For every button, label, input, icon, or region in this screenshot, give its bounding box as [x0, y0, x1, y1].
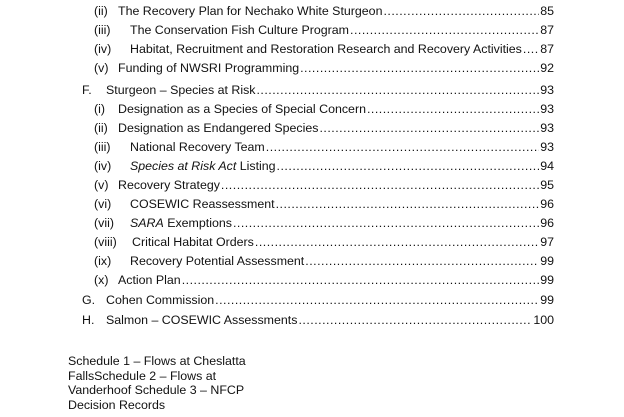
toc-entry-number: (v)	[94, 178, 109, 192]
toc-entry-page: 87	[540, 23, 554, 37]
toc-entry-title: Designation as a Species of Special Concern	[118, 102, 366, 116]
schedule-line: Decision Records	[68, 397, 166, 412]
toc-entry-number: H.	[82, 313, 95, 327]
toc-entry-page: 96	[540, 216, 554, 230]
toc-entry[interactable]	[94, 157, 554, 175]
toc-entry-title-rest: Exemptions	[163, 216, 232, 230]
toc-entry-number: (iv)	[94, 42, 112, 56]
toc-entry-page: 92	[540, 61, 554, 75]
toc-entry-number: (v)	[94, 61, 109, 75]
toc-entry-number: (vi)	[94, 197, 112, 211]
toc-entry-title: Sturgeon – Species at Risk	[106, 83, 256, 97]
dot-leader	[256, 81, 539, 99]
toc-entry-title: Critical Habitat Orders	[132, 235, 254, 249]
toc-entry-title: Funding of NWSRI Programming	[118, 61, 300, 75]
toc-entry-title-italic: SARA	[130, 216, 164, 230]
dot-leader	[266, 138, 539, 156]
toc-entry-title	[130, 214, 232, 232]
toc-entry-page: 95	[540, 178, 554, 192]
toc-entry-title: Recovery Potential Assessment	[130, 254, 305, 268]
toc-entry-title: Cohen Commission	[106, 293, 215, 307]
toc-entry-page: 99	[540, 273, 554, 287]
dot-leader	[300, 59, 539, 77]
toc-entry-number: G.	[82, 293, 96, 307]
dot-leader	[276, 195, 540, 213]
toc-entry-number: (iii)	[94, 140, 111, 154]
toc-entry-page: 96	[540, 197, 554, 211]
toc-entry[interactable]	[94, 271, 554, 289]
schedule-line: Vanderhoof Schedule 3 – NFCP	[68, 383, 245, 397]
toc-entry-page: 93	[540, 102, 554, 116]
dot-leader	[215, 291, 539, 309]
toc-entry-title: Recovery Strategy	[118, 178, 220, 192]
toc-entry[interactable]	[94, 214, 554, 232]
dot-leader	[182, 271, 540, 289]
toc-entry-number: (ix)	[94, 254, 112, 268]
toc-entry[interactable]	[94, 2, 554, 20]
toc-entry-number: F.	[82, 83, 92, 97]
toc-entry-number: (viii)	[94, 235, 117, 249]
dot-leader	[255, 233, 539, 251]
toc-entry[interactable]	[94, 176, 554, 194]
dot-leader	[319, 119, 539, 137]
toc-entry-page: 94	[540, 159, 554, 173]
toc-entry-title: Action Plan	[118, 273, 181, 287]
dot-leader	[350, 21, 539, 39]
toc-entry-number: (iii)	[94, 23, 111, 37]
toc-entry[interactable]	[94, 100, 554, 118]
toc-entry-title	[130, 157, 276, 175]
toc-entry-title: Salmon – COSEWIC Assessments	[106, 313, 298, 327]
toc-entry-number: (iv)	[94, 159, 112, 173]
toc-entry-page: 93	[540, 83, 554, 97]
toc-entry-title: National Recovery Team	[130, 140, 265, 154]
toc-entry-number: (i)	[94, 102, 106, 116]
toc-entry[interactable]	[82, 311, 554, 329]
toc-entry[interactable]	[94, 59, 554, 77]
toc-entry-page: 100	[533, 313, 554, 327]
toc-entry[interactable]	[94, 195, 554, 213]
toc-entry-number: (ii)	[94, 121, 108, 135]
toc-entry[interactable]	[94, 21, 554, 39]
toc-entry[interactable]	[94, 233, 554, 251]
toc-entry-page: 93	[540, 140, 554, 154]
schedule-line: FallsSchedule 2 – Flows at	[68, 368, 217, 383]
toc-entry-page: 87	[540, 42, 554, 56]
toc-entry-title-italic: Species at Risk Act	[130, 159, 237, 173]
dot-leader	[305, 252, 539, 270]
dot-leader	[277, 157, 540, 175]
toc-entry-title-rest: Listing	[236, 159, 276, 173]
toc-entry[interactable]	[82, 81, 554, 99]
toc-entry-page: 97	[540, 235, 554, 249]
dot-leader	[367, 100, 539, 118]
toc-entry[interactable]	[94, 119, 554, 137]
toc-entry-title: The Conservation Fish Culture Program	[130, 23, 349, 37]
toc-entry-page: 99	[540, 293, 554, 307]
toc-entry-number: (vii)	[94, 216, 114, 230]
toc-entry-page: 99	[540, 254, 554, 268]
schedules-list	[68, 354, 268, 412]
dot-leader	[221, 176, 539, 194]
toc-entry-title: Habitat, Recruitment and Restoration Research and Recovery Activities	[130, 42, 522, 56]
toc-entry-page: 85	[540, 4, 554, 18]
schedule-line: Schedule 1 – Flows at Cheslatta	[68, 354, 246, 368]
toc-entry-title: Designation as Endangered Species	[118, 121, 319, 135]
dot-leader	[523, 40, 539, 58]
toc-entry[interactable]	[94, 40, 554, 58]
toc-entry-title: The Recovery Plan for Nechako White Sturgeon	[118, 4, 383, 18]
toc-entry-number: (x)	[94, 273, 109, 287]
dot-leader	[233, 214, 539, 232]
toc-entry-page: 93	[540, 121, 554, 135]
dot-leader	[383, 2, 539, 20]
toc-entry[interactable]	[94, 252, 554, 270]
toc-entry-title: COSEWIC Reassessment	[130, 197, 275, 211]
toc-entry-number: (ii)	[94, 4, 108, 18]
toc-entry[interactable]	[94, 138, 554, 156]
toc-entry[interactable]	[82, 291, 554, 309]
dot-leader	[298, 311, 532, 329]
